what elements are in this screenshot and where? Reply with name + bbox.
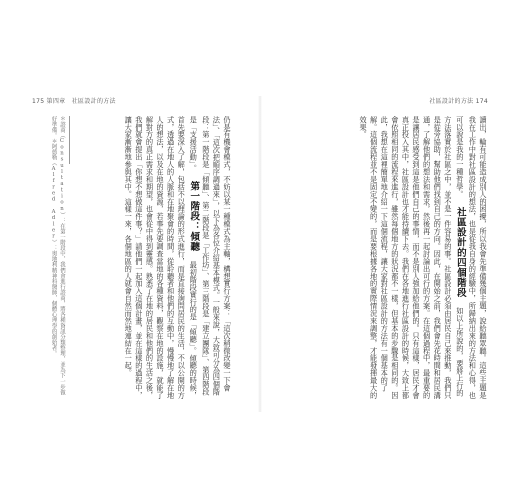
left-body-paragraph-1: 仍是有機會模式，不妨以某一種模式為主軸，構想實行方案：「這次稍微改變一下會法」、「這次把順序調過來」，以下為各位介紹基本模式。一般來說，大致可分為四個階段：第一階段是「傾聽」、第二階段是「工作坊」、第三階段是「建立團隊」、第四階段是「支援活動」。	[189, 116, 232, 396]
footnote-rule	[69, 116, 70, 164]
section-heading-four-stages: 社區設計的四個階段	[454, 207, 466, 299]
section-heading-stage-one: 第一階段：傾聽	[188, 181, 200, 252]
right-body-paragraph: 如以上所說的，要將上行的方法落實於社區之中，並不是一件容易的事。社區設計必須由居民自己來推動，我們只是從旁協助，幫助他們找到自己的方向。因此，在開始之前，我們會先花時間和居民溝通，了解他們的想法和需求，然後再一起討論出可行的方案。在這個過程中，最重要的是讓居民感受到這是他們自己的事情，而不是別人強加給他們的。只有這樣，居民才會真正投入其中，社區設計也才能持續下去。我們在各地進行社區設計的時候，大致上都會依照相同的流程來進行，雖然每個地方的狀況都不一樣，但基本的步驟是相同的。因此，我想在這裡簡單地介紹一下這個流程，讓大家對社區設計的方法有一個基本的了解。這個流程並不是固定不變的，而是要根據各地的實際情況來調整，才能發揮最大的效果。	[359, 116, 465, 400]
right-page-body	[312, 116, 488, 400]
footnotes: ＊諮商（Consultation）：在第一階段中，我們會進行諮商，將各種資訊分類整理，並為下一步做好準備。＊阿德勒（Alfred Adler）：奧地利精神科醫師，個體心理學的創始者。	[50, 116, 65, 396]
right-page	[260, 0, 520, 500]
left-running-head: 175 第四章 社區設計的方法	[32, 98, 116, 105]
right-running-head: 社區設計的方法 174	[429, 98, 488, 105]
left-page-body	[80, 116, 232, 400]
left-body-paragraph-2: 最初階段實行的是「傾聽」。傾聽的時候，首先要深入了解，包括不以理論的形式進行，而是直接詢問居民的生活，不以公開的方式，透過在地人的人脈和在地聚會的時間，從聆聽者和他們的互動中，慢慢地了解在地人的想法，以及在地的資源，若事先要調查當地的各種資料，觀察在地的設施，就能了解對方的真正需求和期望，也會從中得到靈感。熟悉了在地的居民和他們的生活之後，我們就會提出「你想不想做這件事？」請他們一起加入這個計畫，並在這樣的過程中，讓大家漸漸地參與其中。這樣一來，各個地區的人就會自然而然地連結在一起。	[124, 116, 199, 400]
right-intro-paragraph: 讀出，輪有可能造成別人的困擾，所以我會先準備幾個主題，說給聽眾聽。這些主題是我在工作中對社區設計的想法，也是從我自身的經驗中，所歸納出來的方法和心得，也可以說是我的一種哲學。	[455, 116, 488, 400]
